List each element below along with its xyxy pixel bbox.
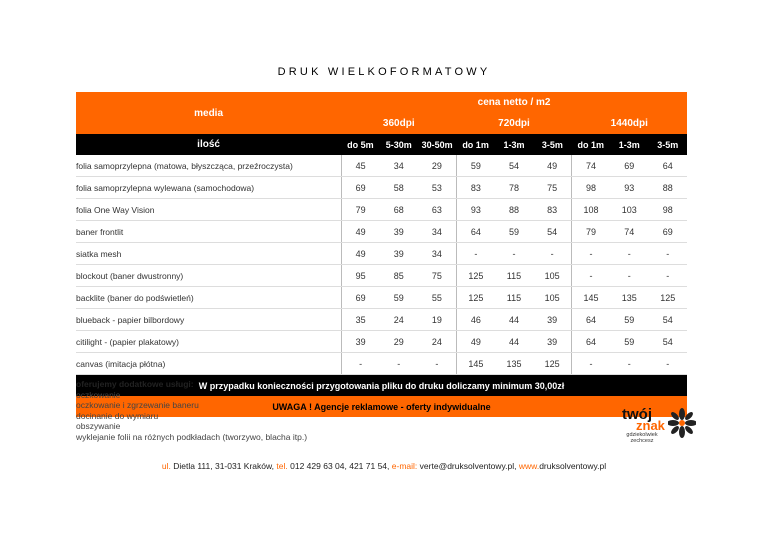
media-header: media xyxy=(76,92,341,134)
price-cell: 39 xyxy=(533,331,571,353)
price-cell: - xyxy=(572,353,610,375)
column-header: 30-50m xyxy=(418,134,456,155)
price-cell: - xyxy=(533,243,571,265)
ilosc-header: ilość xyxy=(76,134,341,155)
price-cell: - xyxy=(648,243,687,265)
price-cell: 145 xyxy=(572,287,610,309)
group-720dpi: 720dpi xyxy=(456,113,571,134)
price-cell: 135 xyxy=(495,353,533,375)
price-cell: 29 xyxy=(380,331,418,353)
logo-tagline: gdziekolwiek zechcesz xyxy=(626,432,658,444)
phone-label: tel. xyxy=(276,461,288,471)
price-cell: 74 xyxy=(572,155,610,177)
price-cell: 79 xyxy=(341,199,379,221)
price-cell: 69 xyxy=(341,177,379,199)
price-cell: - xyxy=(648,265,687,287)
services-heading: oferujemy dodatkowe usługi: xyxy=(76,379,194,389)
price-cell: 54 xyxy=(648,309,687,331)
service-item: oczkowanie i zgrzewanie baneru xyxy=(76,400,199,411)
price-cell: 35 xyxy=(341,309,379,331)
price-cell: 64 xyxy=(648,155,687,177)
price-cell: 69 xyxy=(610,155,648,177)
price-cell: 69 xyxy=(341,287,379,309)
price-cell: 78 xyxy=(495,177,533,199)
price-cell: - xyxy=(418,353,456,375)
price-cell: 79 xyxy=(572,221,610,243)
price-cell: 49 xyxy=(533,155,571,177)
price-cell: 64 xyxy=(456,221,494,243)
price-cell: 49 xyxy=(341,243,379,265)
price-cell: - xyxy=(495,243,533,265)
table-row xyxy=(76,221,687,243)
price-cell: 44 xyxy=(495,309,533,331)
price-cell: 115 xyxy=(495,287,533,309)
price-cell: 54 xyxy=(648,331,687,353)
group-360dpi: 360dpi xyxy=(341,113,456,134)
table-row xyxy=(76,287,687,309)
price-cell: 46 xyxy=(456,309,494,331)
table-row xyxy=(76,265,687,287)
material-name: canvas (imitacja płótna) xyxy=(76,353,341,375)
email-link[interactable]: verte@druksolventowy.pl, xyxy=(419,461,517,471)
price-cell: 135 xyxy=(610,287,648,309)
price-cell: 64 xyxy=(572,331,610,353)
service-item: wyklejanie folii na różnych podkładach (tworzywo, blacha itp.) xyxy=(76,431,308,442)
column-header: do 5m xyxy=(341,134,379,155)
note-bar: W przypadku konieczności przygotowania pliku do druku doliczamy minimum 30,00zł xyxy=(76,375,687,397)
price-cell: 108 xyxy=(572,199,610,221)
website-link[interactable]: druksolventowy.pl xyxy=(539,461,607,471)
price-cell: 85 xyxy=(380,265,418,287)
price-cell: 39 xyxy=(380,243,418,265)
price-cell: 59 xyxy=(495,221,533,243)
price-cell: 34 xyxy=(380,155,418,177)
price-cell: 125 xyxy=(533,353,571,375)
material-name: blockout (baner dwustronny) xyxy=(76,265,341,287)
material-name: baner frontlit xyxy=(76,221,341,243)
material-name: backlite (baner do podświetleń) xyxy=(76,287,341,309)
price-cell: 93 xyxy=(610,177,648,199)
address: Dietla 111, 31-031 Kraków, xyxy=(173,461,275,471)
price-cell: 105 xyxy=(533,265,571,287)
price-cell: 54 xyxy=(533,221,571,243)
price-cell: 58 xyxy=(380,177,418,199)
services-list xyxy=(76,379,307,443)
group-1440dpi: 1440dpi xyxy=(572,113,687,134)
price-cell: 49 xyxy=(456,331,494,353)
price-cell: - xyxy=(610,353,648,375)
price-cell: 75 xyxy=(418,265,456,287)
price-cell: 93 xyxy=(456,199,494,221)
column-header: 3-5m xyxy=(648,134,687,155)
price-cell: 145 xyxy=(456,353,494,375)
price-cell: 34 xyxy=(418,243,456,265)
flower-icon xyxy=(668,408,696,442)
page-title: DRUK WIELKOFORMATOWY xyxy=(277,66,491,78)
price-cell: 103 xyxy=(610,199,648,221)
column-header: 1-3m xyxy=(495,134,533,155)
price-cell: 53 xyxy=(418,177,456,199)
column-header: do 1m xyxy=(456,134,494,155)
price-cell: 54 xyxy=(495,155,533,177)
service-item: oczkowanie xyxy=(76,389,121,400)
price-cell: 29 xyxy=(418,155,456,177)
price-cell: 68 xyxy=(380,199,418,221)
material-name: folia samoprzylepna wylewana (samochodowa) xyxy=(76,177,341,199)
price-cell: 125 xyxy=(456,287,494,309)
price-cell: 59 xyxy=(610,331,648,353)
logo xyxy=(618,406,698,446)
logo-word-2: znak xyxy=(636,418,665,433)
price-cell: 24 xyxy=(418,331,456,353)
logo-word-1: twój xyxy=(622,406,652,423)
price-cell: 24 xyxy=(380,309,418,331)
price-cell: 63 xyxy=(418,199,456,221)
price-cell: 55 xyxy=(418,287,456,309)
material-name: folia One Way Vision xyxy=(76,199,341,221)
price-cell: 125 xyxy=(456,265,494,287)
service-item: obszywanie xyxy=(76,421,121,432)
price-cell: - xyxy=(572,265,610,287)
price-cell: 59 xyxy=(456,155,494,177)
price-cell: - xyxy=(572,243,610,265)
address-label: ul. xyxy=(161,461,171,471)
price-cell: 83 xyxy=(533,199,571,221)
material-name: citilight - (papier plakatowy) xyxy=(76,331,341,353)
email-label: e-mail: xyxy=(391,461,418,471)
price-cell: 44 xyxy=(495,331,533,353)
warning-bar: UWAGA ! Agencje reklamowe - oferty indywidualne xyxy=(76,396,687,417)
price-cell: 83 xyxy=(456,177,494,199)
table-row xyxy=(76,243,687,265)
table-row xyxy=(76,353,687,375)
price-cell: 45 xyxy=(341,155,379,177)
price-cell: 39 xyxy=(380,221,418,243)
column-header: 1-3m xyxy=(610,134,648,155)
price-cell: 88 xyxy=(495,199,533,221)
price-cell: 75 xyxy=(533,177,571,199)
material-name: blueback - papier bilbordowy xyxy=(76,309,341,331)
price-cell: 49 xyxy=(341,221,379,243)
price-cell: 69 xyxy=(648,221,687,243)
price-cell: 88 xyxy=(648,177,687,199)
table-row xyxy=(76,309,687,331)
price-cell: 105 xyxy=(533,287,571,309)
price-cell: 34 xyxy=(418,221,456,243)
phone: 012 429 63 04, 421 71 54, xyxy=(290,461,390,471)
price-cell: - xyxy=(610,243,648,265)
price-cell: 115 xyxy=(495,265,533,287)
price-cell: 19 xyxy=(418,309,456,331)
column-header: do 1m xyxy=(572,134,610,155)
price-table xyxy=(76,92,687,417)
price-cell: 39 xyxy=(341,331,379,353)
table-row xyxy=(76,155,687,177)
material-name: folia samoprzylepna (matowa, błyszcząca, przeźroczysta) xyxy=(76,155,341,177)
table-row xyxy=(76,331,687,353)
footer-contact xyxy=(0,461,768,471)
price-cell: 125 xyxy=(648,287,687,309)
table-row xyxy=(76,199,687,221)
price-cell: 64 xyxy=(572,309,610,331)
price-cell: - xyxy=(341,353,379,375)
price-cell: 39 xyxy=(533,309,571,331)
column-header: 3-5m xyxy=(533,134,571,155)
www-label: www. xyxy=(518,461,540,471)
table-row xyxy=(76,177,687,199)
column-header: 5-30m xyxy=(380,134,418,155)
price-cell: 74 xyxy=(610,221,648,243)
price-cell: 98 xyxy=(572,177,610,199)
price-cell: 95 xyxy=(341,265,379,287)
price-header: cena netto / m2 xyxy=(341,92,687,113)
price-cell: 59 xyxy=(610,309,648,331)
price-cell: - xyxy=(456,243,494,265)
price-cell: - xyxy=(380,353,418,375)
price-cell: - xyxy=(610,265,648,287)
material-name: siatka mesh xyxy=(76,243,341,265)
price-cell: - xyxy=(648,353,687,375)
service-item: docinanie do wymiaru xyxy=(76,410,159,421)
price-cell: 98 xyxy=(648,199,687,221)
price-cell: 59 xyxy=(380,287,418,309)
